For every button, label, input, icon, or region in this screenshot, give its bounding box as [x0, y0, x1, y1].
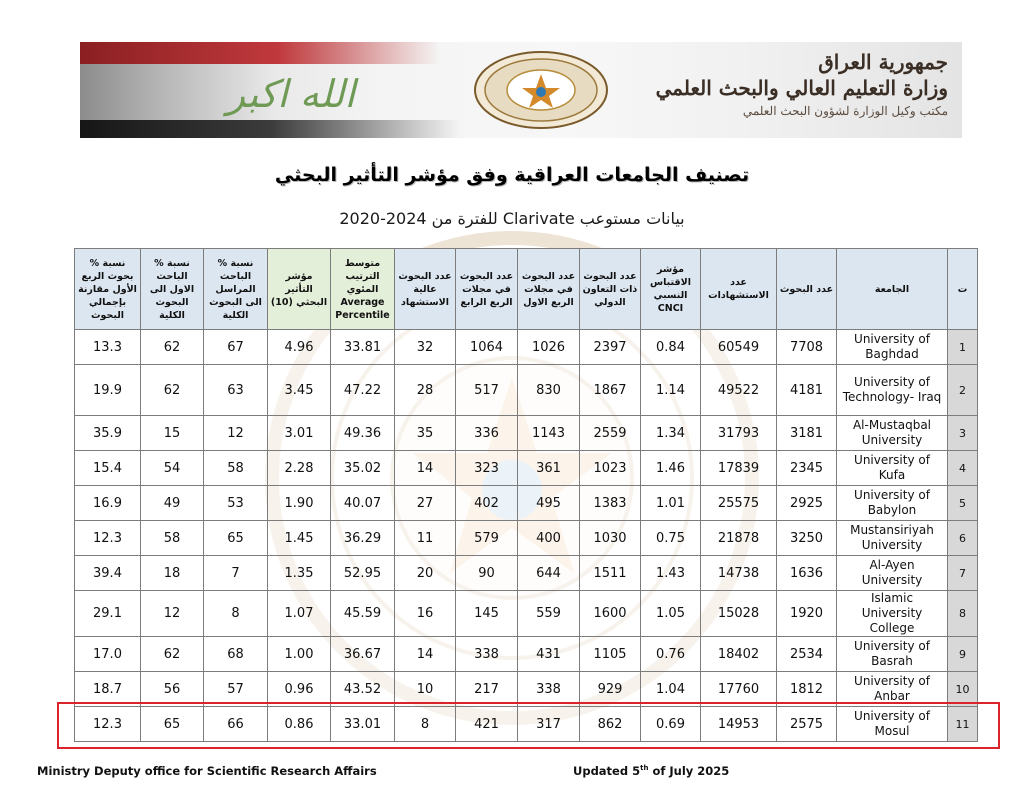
cell-first: 12 — [141, 591, 204, 637]
cell-rank: 10 — [948, 672, 978, 707]
cell-cnci: 0.69 — [641, 707, 701, 742]
cell-corr: 58 — [204, 451, 268, 486]
cell-university: University of Kufa — [837, 451, 948, 486]
cell-intl: 1030 — [580, 521, 641, 556]
cell-q1pct: 16.9 — [75, 486, 141, 521]
cell-cnci: 1.01 — [641, 486, 701, 521]
cell-q1pct: 18.7 — [75, 672, 141, 707]
highlight-box — [57, 702, 1000, 749]
cell-impact: 0.86 — [268, 707, 331, 742]
cell-citations: 49522 — [701, 365, 777, 416]
cell-cnci: 0.76 — [641, 637, 701, 672]
cell-citations: 31793 — [701, 416, 777, 451]
cell-corr: 8 — [204, 591, 268, 637]
footer-updated-suffix: of July 2025 — [648, 764, 730, 778]
cell-rank: 3 — [948, 416, 978, 451]
cell-percentile: 43.52 — [331, 672, 395, 707]
col-header: نسبة % الباحث المراسل الى البحوث الكلية — [204, 249, 268, 330]
col-header: عدد البحوث — [777, 249, 837, 330]
cell-highly: 32 — [395, 330, 456, 365]
footer-updated-sup: th — [640, 764, 649, 773]
cell-highly: 35 — [395, 416, 456, 451]
cell-corr: 7 — [204, 556, 268, 591]
cell-papers: 2534 — [777, 637, 837, 672]
cell-papers: 3181 — [777, 416, 837, 451]
cell-university: University of Anbar — [837, 672, 948, 707]
cell-rank: 7 — [948, 556, 978, 591]
cell-percentile: 52.95 — [331, 556, 395, 591]
col-header: عدد البحوث ذات التعاون الدولي — [580, 249, 641, 330]
col-header: مؤشر التأثير البحثي (10) — [268, 249, 331, 330]
cell-highly: 8 — [395, 707, 456, 742]
table-row — [75, 451, 978, 486]
cell-first: 62 — [141, 330, 204, 365]
col-header: ت — [948, 249, 978, 330]
ministry-line-3: مكتب وكيل الوزارة لشؤون البحث العلمي — [742, 104, 948, 118]
cell-q1: 830 — [518, 365, 580, 416]
cell-citations: 21878 — [701, 521, 777, 556]
cell-highly: 20 — [395, 556, 456, 591]
cell-q4: 579 — [456, 521, 518, 556]
cell-first: 62 — [141, 365, 204, 416]
cell-q4: 421 — [456, 707, 518, 742]
cell-citations: 60549 — [701, 330, 777, 365]
cell-intl: 1511 — [580, 556, 641, 591]
ranking-table — [74, 248, 978, 742]
cell-cnci: 1.43 — [641, 556, 701, 591]
ministry-emblem-icon — [472, 50, 610, 130]
cell-university: University of Baghdad — [837, 330, 948, 365]
cell-impact: 1.07 — [268, 591, 331, 637]
footer-updated-prefix: Updated 5 — [573, 764, 641, 778]
cell-q4: 402 — [456, 486, 518, 521]
col-header: متوسط الترتيب المئوي Average Percentile — [331, 249, 395, 330]
flag-red-band — [80, 42, 440, 64]
cell-highly: 11 — [395, 521, 456, 556]
cell-rank: 6 — [948, 521, 978, 556]
cell-q1pct: 12.3 — [75, 521, 141, 556]
cell-cnci: 1.05 — [641, 591, 701, 637]
cell-first: 54 — [141, 451, 204, 486]
cell-citations: 18402 — [701, 637, 777, 672]
cell-papers: 3250 — [777, 521, 837, 556]
cell-highly: 16 — [395, 591, 456, 637]
cell-university: Mustansiriyah University — [837, 521, 948, 556]
table-row — [75, 416, 978, 451]
cell-corr: 12 — [204, 416, 268, 451]
cell-q4: 217 — [456, 672, 518, 707]
cell-university: Islamic University College — [837, 591, 948, 637]
cell-first: 15 — [141, 416, 204, 451]
cell-papers: 4181 — [777, 365, 837, 416]
cell-q1pct: 39.4 — [75, 556, 141, 591]
cell-first: 49 — [141, 486, 204, 521]
cell-percentile: 33.01 — [331, 707, 395, 742]
cell-q1: 431 — [518, 637, 580, 672]
cell-first: 18 — [141, 556, 204, 591]
cell-university: University of Basrah — [837, 637, 948, 672]
cell-percentile: 45.59 — [331, 591, 395, 637]
cell-citations: 25575 — [701, 486, 777, 521]
cell-q1pct: 12.3 — [75, 707, 141, 742]
cell-first: 58 — [141, 521, 204, 556]
col-header: نسبة % الباحث الاول الى البحوث الكلية — [141, 249, 204, 330]
flag-black-band — [80, 120, 460, 138]
table-row — [75, 556, 978, 591]
col-header: نسبة % بحوث الربع الأول مقارنة بإجمالي البحوث — [75, 249, 141, 330]
cell-intl: 862 — [580, 707, 641, 742]
cell-university: University of Technology- Iraq — [837, 365, 948, 416]
table-row — [75, 486, 978, 521]
cell-q4: 1064 — [456, 330, 518, 365]
table-row — [75, 330, 978, 365]
cell-corr: 63 — [204, 365, 268, 416]
cell-rank: 2 — [948, 365, 978, 416]
table-row — [75, 521, 978, 556]
cell-q4: 336 — [456, 416, 518, 451]
ministry-heading — [628, 50, 948, 120]
cell-highly: 10 — [395, 672, 456, 707]
footer-updated — [573, 764, 729, 778]
cell-cnci: 1.14 — [641, 365, 701, 416]
cell-citations: 17760 — [701, 672, 777, 707]
cell-highly: 27 — [395, 486, 456, 521]
cell-q1pct: 29.1 — [75, 591, 141, 637]
cell-citations: 14953 — [701, 707, 777, 742]
cell-q1: 559 — [518, 591, 580, 637]
cell-rank: 9 — [948, 637, 978, 672]
cell-percentile: 36.67 — [331, 637, 395, 672]
cell-intl: 1867 — [580, 365, 641, 416]
cell-first: 62 — [141, 637, 204, 672]
cell-impact: 4.96 — [268, 330, 331, 365]
cell-papers: 2925 — [777, 486, 837, 521]
cell-impact: 1.00 — [268, 637, 331, 672]
cell-papers: 1636 — [777, 556, 837, 591]
col-header: مؤشر الاقتباس النسبي CNCI — [641, 249, 701, 330]
cell-rank: 4 — [948, 451, 978, 486]
cell-papers: 7708 — [777, 330, 837, 365]
cell-corr: 66 — [204, 707, 268, 742]
flag-takbir-text: الله اكبر — [224, 72, 364, 116]
cell-citations: 17839 — [701, 451, 777, 486]
cell-q1: 644 — [518, 556, 580, 591]
page-subtitle: بيانات مستوعب Clarivate للفترة من 2024-2020 — [339, 209, 685, 228]
cell-intl: 1383 — [580, 486, 641, 521]
cell-q1pct: 35.9 — [75, 416, 141, 451]
table-row — [75, 365, 978, 416]
cell-q1: 495 — [518, 486, 580, 521]
page-title: تصنيف الجامعات العراقية وفق مؤشر التأثير البحثي — [274, 164, 750, 186]
cell-percentile: 33.81 — [331, 330, 395, 365]
cell-impact: 2.28 — [268, 451, 331, 486]
cell-percentile: 35.02 — [331, 451, 395, 486]
cell-q4: 323 — [456, 451, 518, 486]
cell-corr: 57 — [204, 672, 268, 707]
cell-university: University of Babylon — [837, 486, 948, 521]
cell-q1: 317 — [518, 707, 580, 742]
col-header: عدد البحوث في مجلات الربع الرابع — [456, 249, 518, 330]
cell-cnci: 0.84 — [641, 330, 701, 365]
cell-q1: 400 — [518, 521, 580, 556]
cell-q1pct: 19.9 — [75, 365, 141, 416]
cell-cnci: 0.75 — [641, 521, 701, 556]
table-header-row — [75, 249, 978, 330]
cell-impact: 1.35 — [268, 556, 331, 591]
cell-q1: 361 — [518, 451, 580, 486]
cell-q1: 1026 — [518, 330, 580, 365]
cell-impact: 0.96 — [268, 672, 331, 707]
col-header: عدد الاستشهادات — [701, 249, 777, 330]
cell-cnci: 1.34 — [641, 416, 701, 451]
cell-intl: 1600 — [580, 591, 641, 637]
cell-university: Al-Ayen University — [837, 556, 948, 591]
col-header: عدد البحوث عالية الاستشهاد — [395, 249, 456, 330]
cell-rank: 8 — [948, 591, 978, 637]
cell-q1pct: 17.0 — [75, 637, 141, 672]
cell-corr: 65 — [204, 521, 268, 556]
cell-papers: 2345 — [777, 451, 837, 486]
cell-rank: 11 — [948, 707, 978, 742]
cell-first: 65 — [141, 707, 204, 742]
cell-percentile: 49.36 — [331, 416, 395, 451]
cell-impact: 1.45 — [268, 521, 331, 556]
table-row — [75, 591, 978, 637]
cell-papers: 1812 — [777, 672, 837, 707]
cell-percentile: 40.07 — [331, 486, 395, 521]
cell-q1: 338 — [518, 672, 580, 707]
cell-corr: 53 — [204, 486, 268, 521]
table-row — [75, 637, 978, 672]
cell-q1pct: 15.4 — [75, 451, 141, 486]
cell-corr: 68 — [204, 637, 268, 672]
cell-citations: 14738 — [701, 556, 777, 591]
cell-intl: 1023 — [580, 451, 641, 486]
cell-intl: 2559 — [580, 416, 641, 451]
col-header: الجامعة — [837, 249, 948, 330]
cell-university: Al-Mustaqbal University — [837, 416, 948, 451]
cell-highly: 28 — [395, 365, 456, 416]
cell-q4: 145 — [456, 591, 518, 637]
cell-university: University of Mosul — [837, 707, 948, 742]
cell-q1pct: 13.3 — [75, 330, 141, 365]
col-header: عدد البحوث في مجلات الربع الاول — [518, 249, 580, 330]
ministry-line-1: جمهورية العراق — [818, 50, 948, 74]
cell-highly: 14 — [395, 451, 456, 486]
header-banner — [80, 42, 962, 138]
cell-q1: 1143 — [518, 416, 580, 451]
cell-q4: 90 — [456, 556, 518, 591]
cell-impact: 3.01 — [268, 416, 331, 451]
cell-impact: 1.90 — [268, 486, 331, 521]
cell-papers: 2575 — [777, 707, 837, 742]
cell-highly: 14 — [395, 637, 456, 672]
cell-citations: 15028 — [701, 591, 777, 637]
cell-corr: 67 — [204, 330, 268, 365]
cell-cnci: 1.04 — [641, 672, 701, 707]
cell-intl: 1105 — [580, 637, 641, 672]
cell-impact: 3.45 — [268, 365, 331, 416]
cell-q4: 517 — [456, 365, 518, 416]
cell-papers: 1920 — [777, 591, 837, 637]
ministry-line-2: وزارة التعليم العالي والبحث العلمي — [655, 76, 948, 100]
cell-rank: 1 — [948, 330, 978, 365]
cell-percentile: 47.22 — [331, 365, 395, 416]
cell-percentile: 36.29 — [331, 521, 395, 556]
cell-first: 56 — [141, 672, 204, 707]
footer-office: Ministry Deputy office for Scientific Research Affairs — [37, 764, 377, 778]
cell-q4: 338 — [456, 637, 518, 672]
cell-intl: 929 — [580, 672, 641, 707]
cell-intl: 2397 — [580, 330, 641, 365]
cell-rank: 5 — [948, 486, 978, 521]
cell-cnci: 1.46 — [641, 451, 701, 486]
